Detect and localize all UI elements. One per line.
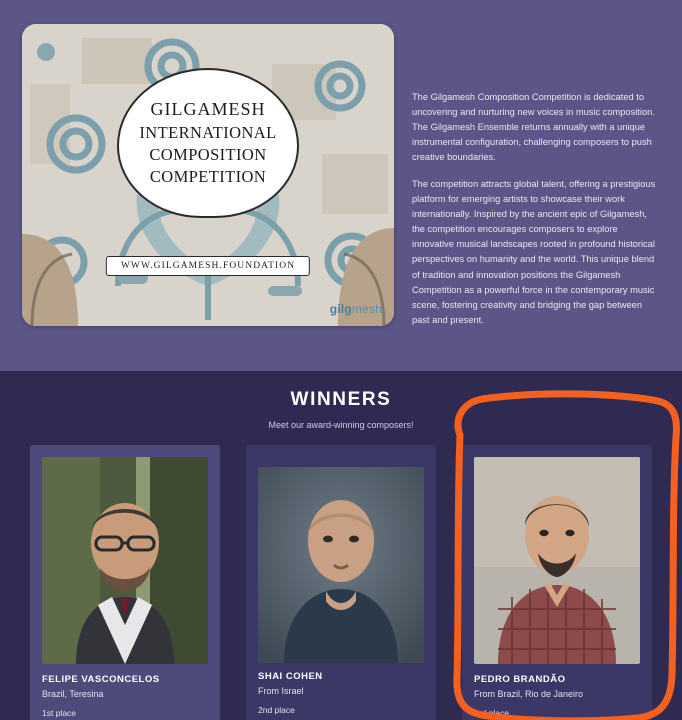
winner-photo bbox=[42, 457, 208, 664]
poster-title-line-4: COMPETITION bbox=[149, 166, 267, 186]
about-paragraph-1: The Gilgamesh Composition Competition is dedicated to uncovering and nurturing new voices in music composition. The Gilgamesh Ensemble returns annually with a unique instrumental configuration, challenging composers to push creative boundaries. bbox=[412, 92, 655, 163]
poster-title-line-1: GILGAMESH bbox=[150, 99, 266, 120]
winner-card-shai-cohen[interactable] bbox=[246, 445, 436, 720]
poster-title-line-2: INTERNATIONAL bbox=[139, 123, 277, 143]
poster-website-url: WWW.GILGAMESH.FOUNDATION bbox=[106, 256, 310, 276]
winner-place: 2nd place bbox=[258, 705, 295, 715]
winners-subheading: Meet our award-winning composers! bbox=[268, 420, 414, 430]
poster-title-line-3: COMPOSITION bbox=[149, 144, 267, 164]
gilgamesh-logo bbox=[330, 302, 382, 316]
winners-section bbox=[0, 371, 682, 720]
winner-photo bbox=[474, 457, 640, 664]
winner-name: PEDRO BRANDÃO bbox=[474, 674, 566, 685]
logo-prefix: gilg bbox=[329, 302, 352, 316]
winners-card-list bbox=[30, 445, 652, 720]
winner-origin: From Brazil, Rio de Janeiro bbox=[474, 689, 584, 699]
winner-name: FELIPE VASCONCELOS bbox=[42, 674, 160, 685]
about-paragraph-2: The competition attracts global talent, offering a prestigious platform for emerging artists to showcase their work internationally. Inspired by the ancient epic of Gilgamesh, the competition encourages composers to explore innovative musical landscapes rooted in profound historical perspectives on humanity and the world. This unique blend of tradition and innovation positions the Gilgamesh Competition as a powerful force in the contemporary music scene, fostering creativity and bridging the gap between past and present. bbox=[412, 179, 656, 325]
winners-heading: WINNERS bbox=[290, 389, 392, 410]
competition-poster[interactable] bbox=[22, 24, 394, 326]
winner-photo bbox=[258, 467, 424, 663]
winner-place: 3rd place bbox=[474, 708, 509, 718]
about-description bbox=[412, 24, 662, 354]
winner-origin: Brazil, Teresina bbox=[42, 689, 104, 699]
poster-title-seal bbox=[117, 68, 299, 218]
winner-card-pedro-brandao[interactable] bbox=[462, 445, 652, 720]
winner-place: 1st place bbox=[42, 708, 77, 718]
winner-card-felipe-vasconcelos[interactable] bbox=[30, 445, 220, 720]
logo-suffix: mesh bbox=[351, 302, 382, 316]
winner-name: SHAI COHEN bbox=[258, 671, 323, 682]
winner-origin: From Israel bbox=[258, 686, 304, 696]
